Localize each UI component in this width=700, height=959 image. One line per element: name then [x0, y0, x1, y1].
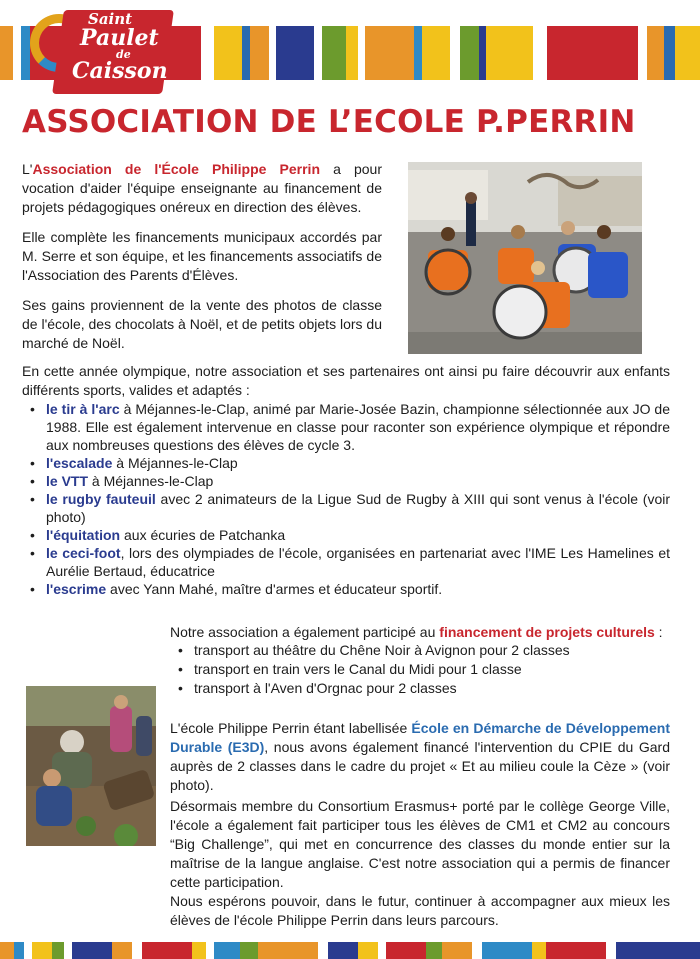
- culture-intro: Notre association a également participé au financement de projets culturels :: [170, 624, 663, 640]
- list-item: • transport en train vers le Canal du Midi pour 1 classe: [170, 660, 670, 679]
- logo-text: [72, 12, 182, 82]
- erasmus-paragraph: Désormais membre du Consortium Erasmus+ porté par le collège George Ville, l'école a également fait participer tous les élèves de CM1 et CM2 au concours “Big Challenge”, qui met en concurrence des classes du monde entier sur la maîtrise de la langue anglaise. C'est notre association qui a permis de financer cette participation.: [170, 798, 670, 890]
- list-item: • l'escrime avec Yann Mahé, maître d'armes et éducateur sportif.: [22, 580, 670, 598]
- e3d-paragraph: L'école Philippe Perrin étant labellisée École en Démarche de Développement Durable (E3D), nous avons également financé l'intervention du CPIE du Gard auprès de 2 classes dans le cadre du projet « Et au milieu coule la Cèze » (voir photo).: [170, 720, 670, 793]
- culture-list: [170, 641, 670, 698]
- bottom-color-band: [0, 942, 700, 959]
- intro-paragraph-3: Ses gains proviennent de la vente des photos de classe de l'école, des chocolats à Noël, et de petits objets lors du marché de Noël.: [22, 297, 382, 351]
- logo-line-4: Caisson: [72, 58, 168, 84]
- olympic-intro: En cette année olympique, notre association et ses partenaires ont ainsi pu faire découvrir aux enfants différents sports, valides et adaptés :: [22, 363, 670, 398]
- logo-line-2: Paulet: [80, 25, 159, 51]
- list-item: • le tir à l'arc à Méjannes-le-Clap, animé par Marie-Josée Bazin, championne sélectionnée aux JO de 1988. Elle est également intervenue en classe pour raconter son expérience olympique et répondre aux nombreuses questions des élèves de cycle 3.: [22, 400, 670, 454]
- sports-list: [22, 400, 670, 598]
- town-logo: [12, 4, 192, 96]
- list-item: • transport au théâtre du Chêne Noir à Avignon pour 2 classes: [170, 641, 670, 660]
- culture-highlight: financement de projets culturels: [439, 624, 655, 640]
- rugby-wheelchair-photo: [408, 162, 642, 354]
- list-item: • l'escalade à Méjannes-le-Clap: [22, 454, 670, 472]
- list-item: • l'équitation aux écuries de Patchanka: [22, 526, 670, 544]
- intro-paragraph-1: L'Association de l'École Philippe Perrin a pour vocation d'aider l'équipe enseignante au financement de projets pédagogiques onéreux en direction des élèves.: [22, 161, 382, 215]
- list-item: • transport à l'Aven d'Orgnac pour 2 classes: [170, 679, 670, 698]
- association-name: Association de l'École Philippe Perrin: [32, 161, 320, 177]
- logo-line-1: Saint: [88, 10, 133, 28]
- intro-paragraph-2: Elle complète les financements municipaux accordés par M. Serre et son équipe, et les financements associatifs de l'Association des Parents d'Élèves.: [22, 229, 382, 283]
- page-title: ASSOCIATION DE L’ECOLE P.PERRIN: [22, 104, 636, 140]
- e3d-highlight: École en Démarche de Développement Durable (E3D): [170, 720, 670, 755]
- logo-line-3: de: [116, 48, 131, 61]
- list-item: • le VTT à Méjannes-le-Clap: [22, 472, 670, 490]
- closing-paragraph: Nous espérons pouvoir, dans le futur, continuer à accompagner aux mieux les élèves de l'école Philippe Perrin dans leurs parcours.: [170, 893, 670, 928]
- nature-activity-photo: [26, 686, 156, 846]
- list-item: • le rugby fauteuil avec 2 animateurs de la Ligue Sud de Rugby à XIII qui sont venus à l'école (voir photo): [22, 490, 670, 526]
- list-item: • le ceci-foot, lors des olympiades de l'école, organisées en partenariat avec l'IME Les Hamelines et Aurélie Bertaud, éducatrice: [22, 544, 670, 580]
